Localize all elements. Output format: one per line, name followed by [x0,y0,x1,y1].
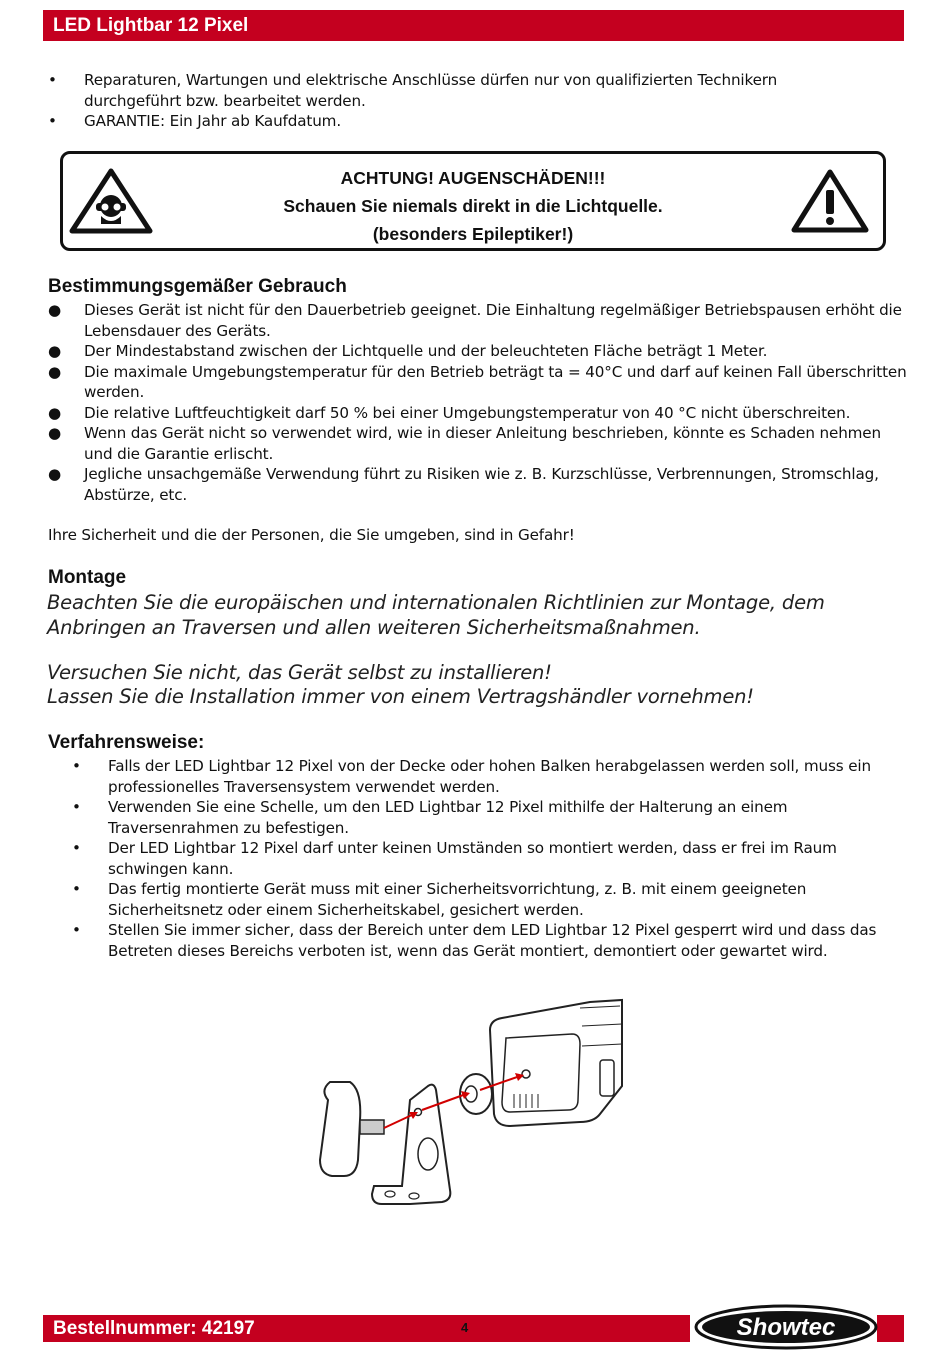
mounting-illustration [310,990,630,1230]
warning-line-1: ACHTUNG! AUGENSCHÄDEN!!! [340,168,606,188]
list-item: ● Der Mindestabstand zwischen der Lichtquelle und der beleuchteten Fläche beträgt 1 Meter. [48,342,768,360]
footer-order-number: Bestellnummer: 42197 [43,1315,690,1342]
montage-paragraph-2a: Versuchen Sie nicht, das Gerät selbst zu installieren! [47,661,552,684]
bullet-text: Verwenden Sie eine Schelle, um den LED Lightbar 12 Pixel mithilfe der Halterung an einem Traversenrahmen zu befestigen. [108,798,788,837]
list-item: • Verwenden Sie eine Schelle, um den LED Lightbar 12 Pixel mithilfe der Halterung an einem Traversenrahmen zu befestigen. [72,798,788,837]
list-item: • Das fertig montierte Gerät muss mit einer Sicherheitsvorrichtung, z. B. mit einem geeigneten Sicherheitsnetz oder einem Sicherheitskabel, gesichert werden. [72,880,807,919]
warning-line-2: Schauen Sie niemals direkt in die Lichtquelle. [283,196,663,216]
bullet-text: Reparaturen, Wartungen und elektrische Anschlüsse dürfen nur von qualifizierten Technikern durchgeführt bzw. bearbeitet werden. [84,71,778,110]
bullet-text: Wenn das Gerät nicht so verwendet wird, wie in dieser Anleitung beschrieben, könnte es Schaden nehmen und die Garantie erlischt. [84,424,881,463]
list-item: ● Wenn das Gerät nicht so verwendet wird, wie in dieser Anleitung beschrieben, könnte es Schaden nehmen und die Garantie erlischt. [48,424,881,463]
warning-triangle-icon [791,168,869,234]
showtec-logo [694,1304,878,1350]
list-item: • Stellen Sie immer sicher, dass der Bereich unter dem LED Lightbar 12 Pixel gesperrt wird und dass das Betreten dieses Bereichs verboten ist, wenn das Gerät montiert, demontiert oder gewartet wird. [72,921,877,960]
montage-heading: Montage [48,567,127,588]
safety-note: Ihre Sicherheit und die der Personen, die Sie umgeben, sind in Gefahr! [48,526,575,544]
procedure-heading: Verfahrensweise: [48,732,205,753]
bullet-text: Stellen Sie immer sicher, dass der Bereich unter dem LED Lightbar 12 Pixel gesperrt wird und dass das Betreten dieses Bereichs verboten ist, wenn das Gerät montiert, demontiert oder gewartet wird. [108,921,877,960]
bullet-text: Falls der LED Lightbar 12 Pixel von der Decke oder hohen Balken herabgelassen werden soll, muss ein professionelles Traversensystem verwendet werden. [108,757,871,796]
bullet-text: GARANTIE: Ein Jahr ab Kaufdatum. [84,112,341,130]
usage-heading: Bestimmungsgemäßer Gebrauch [48,276,347,297]
bracket-hole-large [418,1138,438,1170]
list-item: ● Dieses Gerät ist nicht für den Dauerbetrieb geeignet. Die Einhaltung regelmäßiger Betriebspausen erhöht die Lebensdauer des Geräts. [48,301,902,340]
montage-paragraph-1: Beachten Sie die europäischen und internationalen Richtlinien zur Montage, dem Anbringen an Traversen und allen weiteren Sicherheitsmaßnahmen. [47,591,825,639]
bullet-text: Das fertig montierte Gerät muss mit einer Sicherheitsvorrichtung, z. B. mit einem geeigneten Sicherheitsnetz oder einem Sicherheitskabel, gesichert werden. [108,880,807,919]
page-number: 4 [461,1320,469,1335]
montage-paragraph-2b: Lassen Sie die Installation immer von einem Vertragshändler vornehmen! [47,685,754,708]
warning-box [60,151,886,251]
warning-line-3: (besonders Epileptiker!) [372,224,574,244]
housing-hole [522,1070,530,1078]
bullet-text: Die relative Luftfeuchtigkeit darf 50 % bei einer Umgebungstemperatur von 40 °C nicht überschreiten. [84,403,851,422]
usage-bullet-list [48,300,908,505]
eye-protection-icon [69,168,153,234]
bullet-text: Der Mindestabstand zwischen der Lichtquelle und der beleuchteten Fläche beträgt 1 Meter. [84,342,768,360]
bullet-text: Dieses Gerät ist nicht für den Dauerbetrieb geeignet. Die Einhaltung regelmäßiger Betriebspausen erhöht die Lebensdauer des Geräts. [84,301,902,340]
list-item: • Falls der LED Lightbar 12 Pixel von der Decke oder hohen Balken herabgelassen werden soll, muss ein professionelles Traversensystem verwendet werden. [72,757,871,796]
procedure-bullet-list [72,756,902,961]
clamp-knob [320,1082,360,1176]
clamp-bolt [360,1120,384,1134]
bullet-text: Jegliche unsachgemäße Verwendung führt zu Risiken wie z. B. Kurzschlüsse, Verbrennungen, Stromschlag, Abstürze, etc. [84,465,879,504]
warning-text [193,164,753,248]
svg-text:Showtec: Showtec [736,1314,836,1341]
intro-bullet-list [48,70,848,132]
list-item: • Reparaturen, Wartungen und elektrische Anschlüsse dürfen nur von qualifizierten Technikern durchgeführt bzw. bearbeitet werden. [48,71,778,110]
list-item: • GARANTIE: Ein Jahr ab Kaufdatum. [48,112,341,130]
mounting-bracket [372,1085,450,1204]
footer-accent [877,1315,904,1342]
list-item: ● Die relative Luftfeuchtigkeit darf 50 % bei einer Umgebungstemperatur von 40 °C nicht überschreiten. [48,403,851,422]
bullet-text: Die maximale Umgebungstemperatur für den Betrieb beträgt ta = 40°C und darf auf keinen Fall überschritten werden. [84,362,907,401]
list-item: ● Die maximale Umgebungstemperatur für den Betrieb beträgt ta = 40°C und darf auf keinen Fall überschritten werden. [48,362,907,401]
bullet-text: Der LED Lightbar 12 Pixel darf unter keinen Umständen so montiert werden, dass er frei im Raum schwingen kann. [108,839,837,878]
list-item: • Der LED Lightbar 12 Pixel darf unter keinen Umständen so montiert werden, dass er frei im Raum schwingen kann. [72,839,837,878]
header-title: LED Lightbar 12 Pixel [43,10,904,41]
list-item: ● Jegliche unsachgemäße Verwendung führt zu Risiken wie z. B. Kurzschlüsse, Verbrennungen, Stromschlag, Abstürze, etc. [48,465,879,504]
